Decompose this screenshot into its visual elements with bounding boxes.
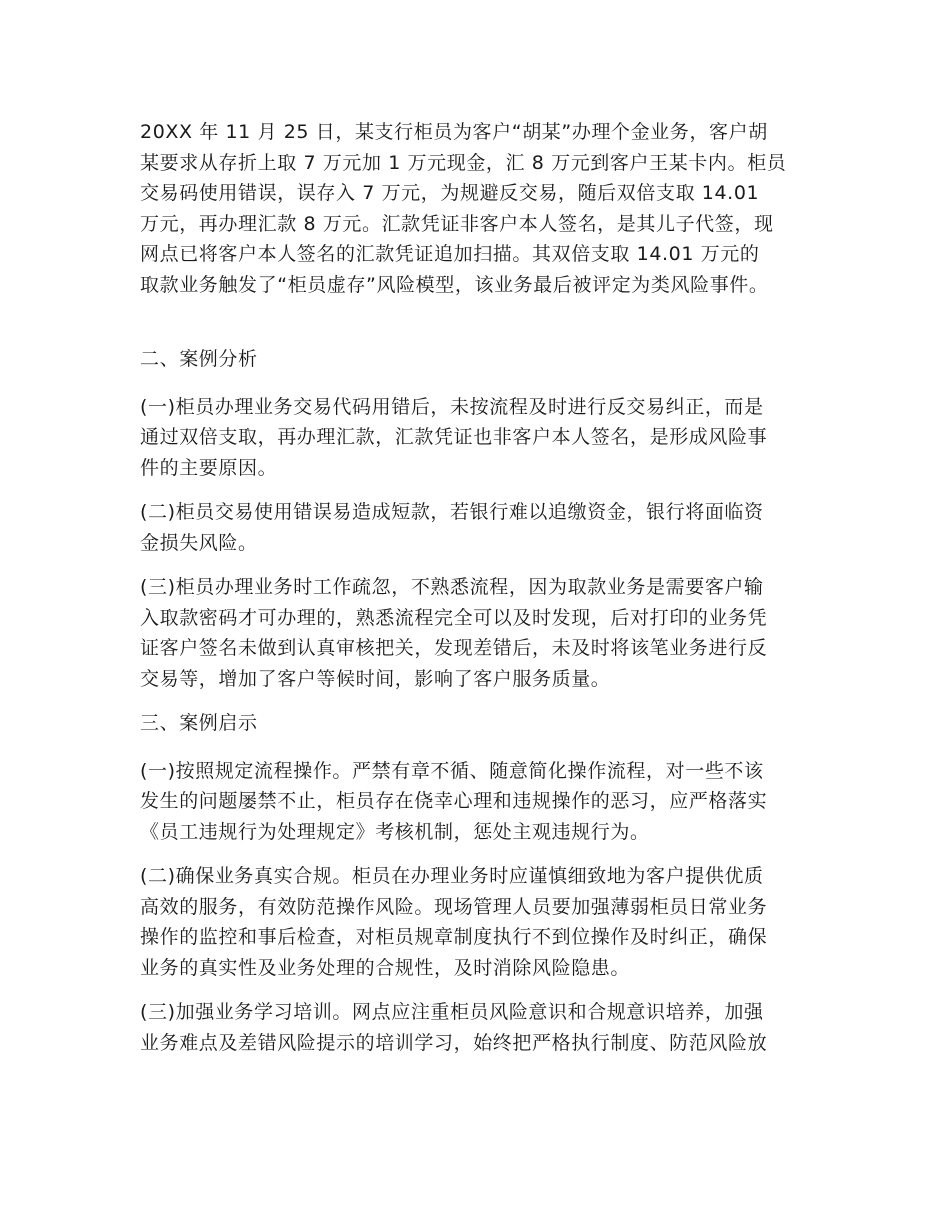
analysis-item-3 <box>140 572 830 694</box>
insight-item-3 <box>140 997 830 1058</box>
text-line: 发生的问题屡禁不止，柜员存在侥幸心理和违规操作的恶习，应严格落实 <box>140 790 768 812</box>
text-line: (三)加强业务学习培训。网点应注重柜员风险意识和合规意识培养，加强 <box>140 1001 764 1023</box>
text-line: 交易码使用错误，误存入 7 万元，为规避反交易，随后双倍支取 14.01 <box>140 182 760 204</box>
heading-text: 二、案例分析 <box>140 348 258 370</box>
text-line: 操作的监控和事后检查，对柜员规章制度执行不到位操作及时纠正，确保 <box>140 926 768 948</box>
case-description-paragraph <box>140 117 830 300</box>
text-line: 金损失风险。 <box>140 531 258 554</box>
section-heading-case-insights <box>140 708 830 739</box>
text-line: 《员工违规行为处理规定》考核机制，惩处主观违规行为。 <box>140 820 650 843</box>
text-line: (一)柜员办理业务交易代码用错后，未按流程及时进行反交易纠正，而是 <box>140 395 764 418</box>
analysis-item-1 <box>140 392 830 484</box>
section-heading-case-analysis <box>140 344 830 375</box>
text-line: 件的主要原因。 <box>140 456 278 479</box>
analysis-item-2 <box>140 497 830 558</box>
text-line: 业务的真实性及业务处理的合规性，及时消除风险隐患。 <box>140 956 631 979</box>
text-line: 取款业务触发了“柜员虚存”风险模型，该业务最后被评定为类风险事件。 <box>140 273 769 296</box>
text-line: 万元，再办理汇款 8 万元。汇款凭证非客户本人签名，是其儿子代签，现 <box>140 212 774 235</box>
heading-text: 三、案例启示 <box>140 712 258 734</box>
insight-item-2 <box>140 861 830 983</box>
text-line: (二)柜员交易使用错误易造成短款，若银行难以追缴资金，银行将面临资 <box>140 501 764 523</box>
text-line: 网点已将客户本人签名的汇款凭证追加扫描。其双倍支取 14.01 万元的 <box>140 243 760 265</box>
text-line: 入取款密码才可办理的，熟悉流程完全可以及时发现，后对打印的业务凭 <box>140 606 768 629</box>
text-line: (二)确保业务真实合规。柜员在办理业务时应谨慎细致地为客户提供优质 <box>140 865 764 887</box>
insight-item-1 <box>140 756 830 848</box>
document-page <box>140 117 830 1072</box>
text-line: 高效的服务，有效防范操作风险。现场管理人员要加强薄弱柜员日常业务 <box>140 895 768 918</box>
text-line: 证客户签名未做到认真审核把关，发现差错后，未及时将该笔业务进行反 <box>140 637 768 659</box>
text-line: 通过双倍支取，再办理汇款，汇款凭证也非客户本人签名，是形成风险事 <box>140 426 768 448</box>
text-line: 交易等，增加了客户等候时间，影响了客户服务质量。 <box>140 667 611 690</box>
text-line: (一)按照规定流程操作。严禁有章不循、随意简化操作流程，对一些不该 <box>140 759 764 782</box>
text-line: (三)柜员办理业务时工作疏忽，不熟悉流程，因为取款业务是需要客户输 <box>140 576 764 598</box>
text-line: 业务难点及差错风险提示的培训学习，始终把严格执行制度、防范风险放 <box>140 1031 768 1054</box>
text-line: 20XX 年 11 月 25 日，某支行柜员为客户“胡某”办理个金业务，客户胡 <box>140 121 768 143</box>
text-line: 某要求从存折上取 7 万元加 1 万元现金，汇 8 万元到客户王某卡内。柜员 <box>140 151 787 174</box>
